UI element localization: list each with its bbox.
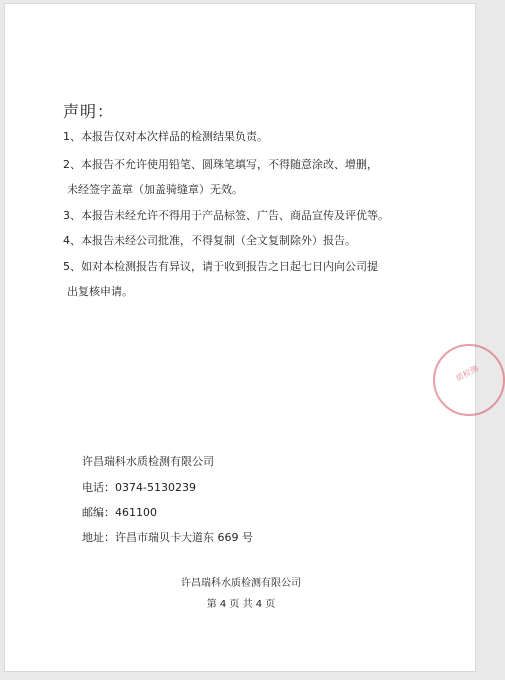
footer-page-number: 第 4 页 共 4 页 (206, 599, 276, 610)
footer-company: 许昌瑞科水质检测有限公司 (181, 578, 301, 589)
company-name: 许昌瑞科水质检测有限公司 (82, 455, 214, 468)
clause-5: 5、如对本检测报告有异议，请于收到报告之日起七日内向公司提 (63, 260, 378, 273)
report-page (4, 3, 480, 672)
clause-5-continued: 出复核申请。 (67, 285, 133, 298)
company-postcode: 邮编：461100 (82, 506, 157, 519)
company-seal-stamp (433, 344, 505, 416)
clause-2-continued: 未经签字盖章（加盖骑缝章）无效。 (67, 183, 243, 196)
company-phone: 电话：0374-5130239 (82, 481, 196, 494)
statement-heading: 声明： (63, 102, 115, 121)
seal-text: 质检测 (454, 363, 480, 384)
company-address: 地址：许昌市瑞贝卡大道东 669 号 (82, 531, 253, 544)
clause-1: 1、本报告仅对本次样品的检测结果负责。 (63, 130, 268, 143)
clause-4: 4、本报告未经公司批准，不得复制（全文复制除外）报告。 (63, 234, 356, 247)
clause-3: 3、本报告未经允许不得用于产品标签、广告、商品宣传及评优等。 (63, 209, 389, 222)
clause-2: 2、本报告不允许使用铅笔、圆珠笔填写，不得随意涂改、增删， (63, 158, 378, 171)
